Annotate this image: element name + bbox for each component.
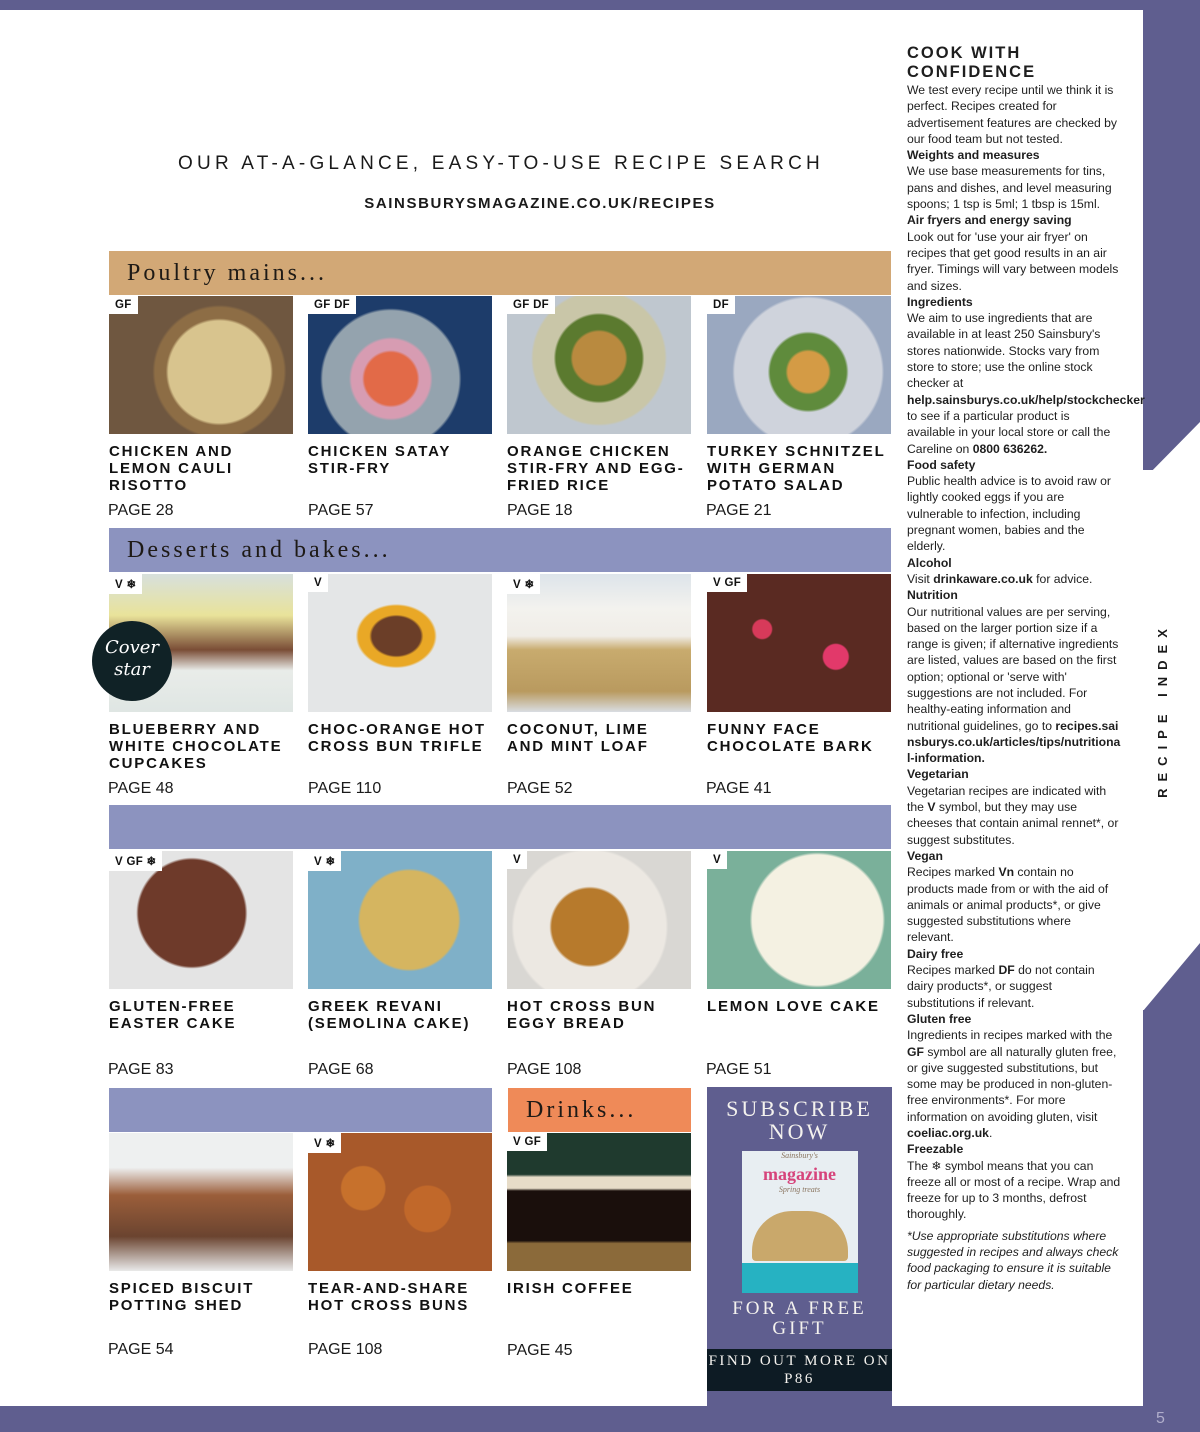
info-text-part: Visit: [907, 571, 934, 586]
vegan-symbol: Vn: [998, 865, 1015, 880]
info-text-part: Recipes marked: [907, 963, 999, 978]
recipe-page-ref: PAGE 57: [308, 502, 374, 519]
info-text-part: to see if a particular product is available in your local store or call the Careline on: [907, 408, 1111, 456]
recipe-title: CHICKEN AND LEMON CAULI RISOTTO: [109, 443, 234, 494]
side-label-recipe-index: RECIPE INDEX: [1155, 622, 1170, 798]
info-title: COOK WITH CONFIDENCE: [907, 44, 1037, 81]
page-heading: OUR AT-A-GLANCE, EASY-TO-USE RECIPE SEARCH: [178, 153, 824, 174]
info-heading: Vegetarian: [907, 767, 969, 782]
info-heading: Freezable: [907, 1142, 964, 1157]
recipe-title: SPICED BISCUIT POTTING SHED: [109, 1280, 255, 1314]
recipes-url-link[interactable]: SAINSBURYSMAGAZINE.CO.UK/RECIPES: [364, 195, 716, 212]
info-text-part: contain no products made from or with the aid of animals or animal products*, or give suggested substitutions where relevant.: [907, 865, 1109, 945]
magazine-kicker: Sainsbury's: [781, 1151, 818, 1160]
vegetarian-symbol: V: [927, 800, 936, 815]
diet-tags: GF DF: [507, 296, 555, 314]
diet-tags: V ❄: [308, 1133, 341, 1153]
diet-tags: V: [707, 851, 727, 869]
recipe-card[interactable]: [308, 574, 492, 755]
info-intro: We test every recipe until we think it is perfect. Recipes created for advertisement features are checked by our food team but not tested.: [907, 83, 1118, 146]
recipe-photo: [507, 296, 691, 434]
recipe-photo: [507, 574, 691, 712]
info-text: [907, 962, 1121, 1011]
magazine-brand: magazine: [763, 1164, 836, 1184]
recipe-page-ref: PAGE 54: [108, 1341, 174, 1358]
diet-tags: V GF: [507, 1133, 547, 1151]
info-heading: Ingredients: [907, 294, 973, 309]
recipe-card[interactable]: [507, 1133, 691, 1297]
diet-tags: V ❄: [507, 574, 540, 594]
magazine-headline: Spring treats: [778, 1185, 821, 1194]
recipe-page-ref: PAGE 48: [108, 780, 174, 797]
diet-tags: V: [507, 851, 527, 869]
recipe-page-ref: PAGE 83: [108, 1061, 174, 1078]
recipe-card[interactable]: [707, 296, 891, 494]
snowflake-icon: ❄: [931, 1158, 942, 1173]
recipe-page-ref: PAGE 41: [706, 780, 772, 797]
recipe-page-ref: PAGE 51: [706, 1061, 772, 1078]
recipe-title: HOT CROSS BUN EGGY BREAD: [507, 998, 657, 1032]
recipe-title: CHOC-ORANGE HOT CROSS BUN TRIFLE: [308, 721, 486, 755]
info-text: [907, 310, 1145, 457]
recipe-photo: [707, 296, 891, 434]
recipe-page-ref: PAGE 68: [308, 1061, 374, 1078]
side-tab-corner-top: [1143, 422, 1200, 480]
info-heading: Air fryers and energy saving: [907, 213, 1072, 228]
info-text-part: Vegetarian recipes are indicated with the: [907, 783, 1107, 815]
cover-star-line1: Cover: [104, 637, 160, 658]
recipe-page-ref: PAGE 18: [507, 502, 573, 519]
recipe-photo: [308, 574, 492, 712]
find-out-more-link[interactable]: FIND OUT MORE ON P86: [707, 1349, 892, 1391]
recipe-card[interactable]: [707, 851, 891, 1015]
cook-with-confidence-panel: [907, 44, 1145, 1293]
section-bar-desserts-row3: [109, 1088, 492, 1132]
info-text: Look out for 'use your air fryer' on recipes that get good results in an air fryer. Timings will vary between models and sizes.: [907, 229, 1119, 293]
recipe-card[interactable]: [507, 851, 691, 1032]
coeliac-link[interactable]: coeliac.org.uk: [907, 1126, 989, 1140]
recipe-photo: [308, 296, 492, 434]
recipe-card[interactable]: [308, 296, 492, 477]
info-text-part: The: [907, 1158, 932, 1173]
careline-phone: 0800 636262.: [972, 441, 1048, 456]
magazine-cover: [742, 1151, 858, 1293]
recipe-card[interactable]: [507, 574, 691, 755]
diet-tags: V GF: [707, 574, 747, 592]
recipe-title: TURKEY SCHNITZEL WITH GERMAN POTATO SALAD: [707, 443, 886, 494]
recipe-page-ref: PAGE 110: [308, 780, 382, 797]
recipe-page-ref: PAGE 28: [108, 502, 174, 519]
info-text-part: symbol, but they may use cheeses that contain animal rennet*, or suggest substitutes.: [907, 800, 1119, 847]
magazine-cover-image: [752, 1211, 848, 1261]
recipe-page-ref: PAGE 21: [706, 502, 772, 519]
info-text-part: for advice.: [1032, 571, 1093, 586]
section-drinks: Drinks...: [508, 1088, 691, 1132]
diet-tags: DF: [707, 296, 735, 314]
recipe-card[interactable]: [707, 574, 891, 755]
info-text: Public health advice is to avoid raw or lightly cooked eggs if you are vulnerable to infection, including pregnant women, babies and the elderly.: [907, 474, 1111, 554]
recipe-photo: [308, 1133, 492, 1271]
drinkaware-link[interactable]: drinkaware.co.uk: [933, 571, 1033, 586]
recipe-page-ref: PAGE 108: [507, 1061, 582, 1078]
recipe-card[interactable]: [507, 296, 691, 494]
info-heading: Alcohol: [907, 555, 952, 570]
recipe-title: FUNNY FACE CHOCOLATE BARK: [707, 721, 874, 755]
info-heading: Weights and measures: [907, 148, 1040, 163]
info-text-part: symbol means that you can freeze all or most of a recipe. Wrap and freeze for up to 3 months, defrost thoroughly.: [907, 1158, 1121, 1222]
subscribe-title: SUBSCRIBE NOW: [726, 1096, 873, 1144]
recipe-title: COCONUT, LIME AND MINT LOAF: [507, 721, 649, 755]
diet-tags: V GF ❄: [109, 851, 162, 871]
recipe-card[interactable]: [109, 296, 293, 494]
recipe-photo: [109, 296, 293, 434]
free-gift-text: FOR A FREE GIFT: [732, 1298, 867, 1339]
cover-star-badge: [92, 621, 172, 701]
diet-tags: GF: [109, 296, 138, 314]
recipe-card[interactable]: [308, 1133, 492, 1314]
nutrition-info-link[interactable]: recipes.sainsburys.co.uk/articles/tips/nutritional-information.: [907, 718, 1121, 766]
diet-tags: V ❄: [308, 851, 341, 871]
recipe-page-ref: PAGE 45: [507, 1342, 573, 1359]
recipe-title: GLUTEN-FREE EASTER CAKE: [109, 998, 237, 1032]
recipe-card[interactable]: [308, 851, 492, 1032]
info-text: [907, 571, 1121, 587]
recipe-title: ORANGE CHICKEN STIR-FRY AND EGG-FRIED RICE: [507, 443, 685, 494]
section-desserts-and-bakes: Desserts and bakes...: [109, 528, 891, 572]
diet-tags: V: [308, 574, 328, 592]
gluten-free-symbol: GF: [907, 1044, 924, 1059]
info-text: We use base measurements for tins, pans and dishes, and level measuring spoons; 1 tsp is 5ml; 1 tbsp is 15ml.: [907, 164, 1112, 212]
subscribe-promo[interactable]: [707, 1087, 892, 1406]
info-heading: Nutrition: [907, 588, 958, 603]
info-text-part: .: [988, 1126, 993, 1140]
recipe-title: LEMON LOVE CAKE: [707, 998, 880, 1015]
bottom-frame-band: [0, 1406, 1200, 1432]
recipe-photo: [109, 1133, 293, 1271]
recipe-photo: [308, 851, 492, 989]
info-heading: Food safety: [907, 457, 976, 472]
cover-star-line2: star: [114, 659, 150, 680]
recipe-title: IRISH COFFEE: [507, 1280, 634, 1297]
info-text-part: do not contain dairy products*, or suggest substitutions if relevant.: [907, 963, 1095, 1010]
magazine-cover-strip: [742, 1263, 858, 1293]
info-text: [907, 1027, 1121, 1141]
info-footnote: *Use appropriate substitutions where suggested in recipes and always check food packaging to ensure it is suitable for particular dietary needs.: [907, 1228, 1119, 1292]
recipe-photo: [707, 851, 891, 989]
info-text: [907, 864, 1121, 945]
recipe-title: BLUEBERRY AND WHITE CHOCOLATE CUPCAKES: [109, 721, 283, 772]
recipe-page-ref: PAGE 52: [507, 780, 573, 797]
info-text: [907, 1158, 1121, 1223]
page-number: 5: [1156, 1410, 1165, 1427]
dairy-free-symbol: DF: [998, 963, 1015, 978]
info-heading: Gluten free: [907, 1011, 972, 1026]
info-text-part: symbol are all naturally gluten free, or give suggested substitutions, but some may be produced in non-gluten-free environments*. For more information on avoiding gluten, visit: [907, 1044, 1117, 1124]
recipe-photo: [507, 851, 691, 989]
info-text: [907, 783, 1121, 848]
stockchecker-link[interactable]: help.sainsburys.co.uk/help/stockchecker: [907, 392, 1145, 407]
diet-tags: GF DF: [308, 296, 356, 314]
recipe-photo: [707, 574, 891, 712]
side-tab-corner-bottom: [1143, 943, 1200, 1011]
recipe-title: CHICKEN SATAY STIR-FRY: [308, 443, 451, 477]
info-heading: Vegan: [907, 848, 943, 863]
info-text-part: We aim to use ingredients that are available in at least 250 Sainsbury's stores nationwide. Stocks vary from store to store; use the online stock checker at: [907, 311, 1101, 391]
recipe-card[interactable]: [109, 1133, 293, 1314]
section-bar-desserts-row2: [109, 805, 891, 849]
info-text: [907, 604, 1121, 767]
recipe-title: TEAR-AND-SHARE HOT CROSS BUNS: [308, 1280, 470, 1314]
info-text-part: Recipes marked: [907, 865, 999, 880]
recipe-title: GREEK REVANI (SEMOLINA CAKE): [308, 998, 471, 1032]
recipe-page-ref: PAGE 108: [308, 1341, 383, 1358]
section-poultry-mains: Poultry mains...: [109, 251, 891, 295]
info-text-part: Our nutritional values are per serving, based on the larger portion size if a range is given; if alternative ingredients are listed, values are based on the first option; optional or 'serve with' suggestions are not included. For healthy-eating information and nutritional guidelines, go to: [907, 604, 1119, 733]
info-text-part: Ingredients in recipes marked with the: [907, 1028, 1113, 1043]
diet-tags: V ❄: [109, 574, 142, 594]
recipe-photo: [109, 851, 293, 989]
recipe-photo: [507, 1133, 691, 1271]
recipe-card[interactable]: [109, 851, 293, 1032]
top-frame-band: [0, 0, 1200, 10]
info-heading: Dairy free: [907, 946, 964, 961]
